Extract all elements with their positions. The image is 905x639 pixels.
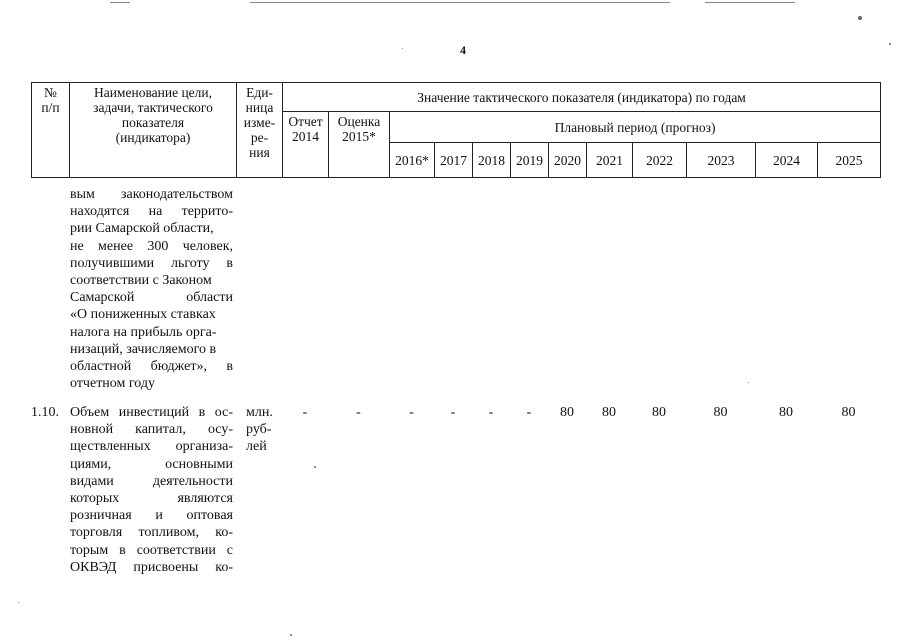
scan-speck	[889, 43, 891, 45]
indicator-name: Объем инвестиций в ос- новной капитал, осу- ществленных организа- циями, основными видами деятельности которых являются розничная и оптовая торговля топливом, ко- торым в соответствии с ОКВЭД присвоены ко-	[70, 405, 233, 575]
header-year: 2016*	[390, 143, 435, 178]
value-2019: -	[526, 405, 532, 420]
value-2017: -	[450, 405, 456, 420]
value-report-2014: -	[302, 405, 308, 420]
unit-of-measure: млн. руб- лей	[246, 405, 273, 455]
header-year: 2020	[549, 143, 587, 178]
scan-speck	[314, 466, 316, 468]
value-2016: -	[409, 405, 414, 420]
indicator-table-header	[31, 82, 881, 178]
header-unit-col: Еди- ница изме- ре- ния	[237, 83, 283, 178]
value-2025: 80	[841, 405, 856, 420]
header-name-col: Наименование цели, задачи, тактического показателя (индикатора)	[70, 83, 237, 178]
header-year: 2017	[435, 143, 473, 178]
header-year: 2025	[818, 143, 881, 178]
header-year: 2018	[473, 143, 511, 178]
header-number-col: № п/п	[32, 83, 70, 178]
header-year: 2019	[511, 143, 549, 178]
page-number: 4	[460, 43, 466, 57]
scan-speck	[18, 602, 19, 603]
value-2021: 80	[602, 405, 616, 420]
scan-speck	[858, 16, 862, 20]
value-2024: 80	[779, 405, 793, 420]
row-number: 1.10.	[31, 405, 59, 420]
header-year: 2022	[633, 143, 687, 178]
scan-speck	[748, 382, 749, 383]
header-year: 2021	[587, 143, 633, 178]
header-plan-title: Плановый период (прогноз)	[390, 112, 881, 143]
scan-line	[705, 2, 795, 3]
value-estimate-2015: -	[356, 405, 361, 420]
scan-line	[250, 2, 670, 3]
value-2018: -	[488, 405, 494, 420]
header-year: 2024	[756, 143, 818, 178]
scan-speck	[402, 48, 403, 49]
value-2023: 80	[713, 405, 728, 420]
header-year: 2023	[687, 143, 756, 178]
scan-line	[110, 2, 130, 3]
header-report-col: Отчет 2014	[283, 112, 329, 178]
value-2020: 80	[560, 405, 574, 420]
header-estimate-col: Оценка 2015*	[329, 112, 390, 178]
scan-speck	[290, 634, 292, 636]
indicator-name: вым законодательством находятся на террито- рии Самарской области, не менее 300 человек, получившими льготу в соответствии с Законом Самарской области «О пониженных ставках налога на прибыль орга- низаций, зачисляемого в областной бюджет», в отчетном году	[70, 187, 233, 392]
value-2022: 80	[652, 405, 666, 420]
header-group-title: Значение тактического показателя (индикатора) по годам	[283, 83, 881, 112]
